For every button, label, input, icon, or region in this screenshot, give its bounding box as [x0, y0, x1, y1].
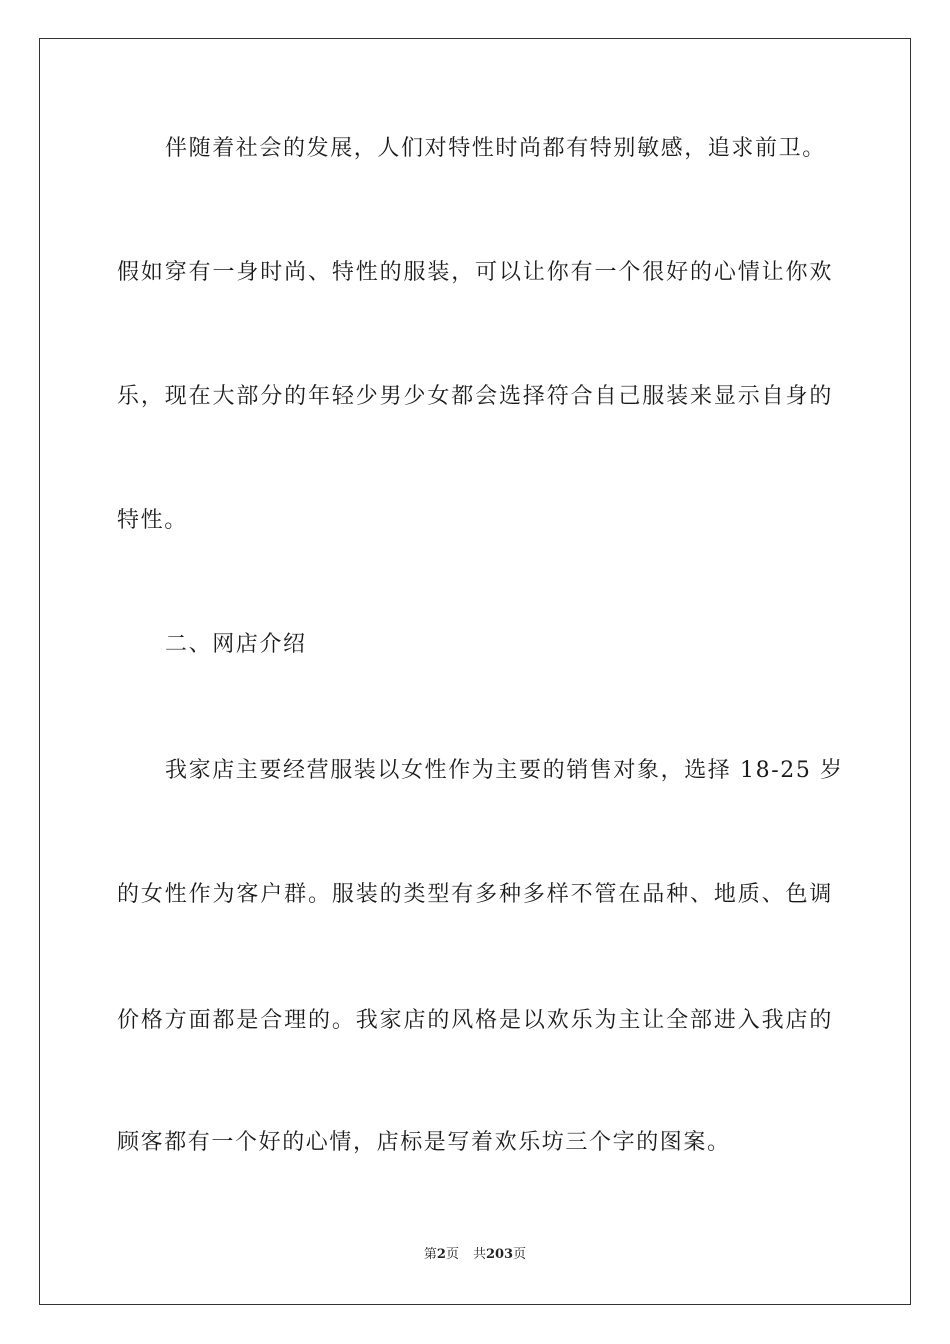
- page-number: 2: [436, 1247, 446, 1262]
- total-pages: 203: [485, 1247, 514, 1262]
- paragraph-1-line-3: 乐，现在大部分的年轻少男少女都会选择符合自己服装来显示自身的: [117, 384, 833, 409]
- paragraph-2-line-4: 顾客都有一个好的心情，店标是写着欢乐坊三个字的图案。: [117, 1130, 731, 1155]
- total-prefix: 共: [472, 1247, 486, 1262]
- page-suffix: 页: [445, 1247, 459, 1262]
- page-border: [39, 38, 911, 1305]
- paragraph-1-line-2: 假如穿有一身时尚、特性的服装，可以让你有一个很好的心情让你欢: [117, 260, 833, 285]
- paragraph-1-line-4: 特性。: [117, 508, 188, 533]
- total-suffix: 页: [513, 1247, 527, 1262]
- paragraph-2-line-2: 的女性作为客户群。服装的类型有多种多样不管在品种、地质、色调: [117, 882, 833, 907]
- paragraph-2-line-1: 我家店主要经营服装以女性作为主要的销售对象，选择 18-25 岁: [165, 758, 844, 783]
- paragraph-2-line-3: 价格方面都是合理的。我家店的风格是以欢乐为主让全部进入我店的: [117, 1008, 833, 1033]
- paragraph-1-line-1: 伴随着社会的发展，人们对特性时尚都有特别敏感，追求前卫。: [165, 136, 826, 161]
- page-prefix: 第: [423, 1247, 437, 1262]
- section-heading: 二、网店介绍: [165, 632, 307, 657]
- page-footer: [0, 1246, 950, 1264]
